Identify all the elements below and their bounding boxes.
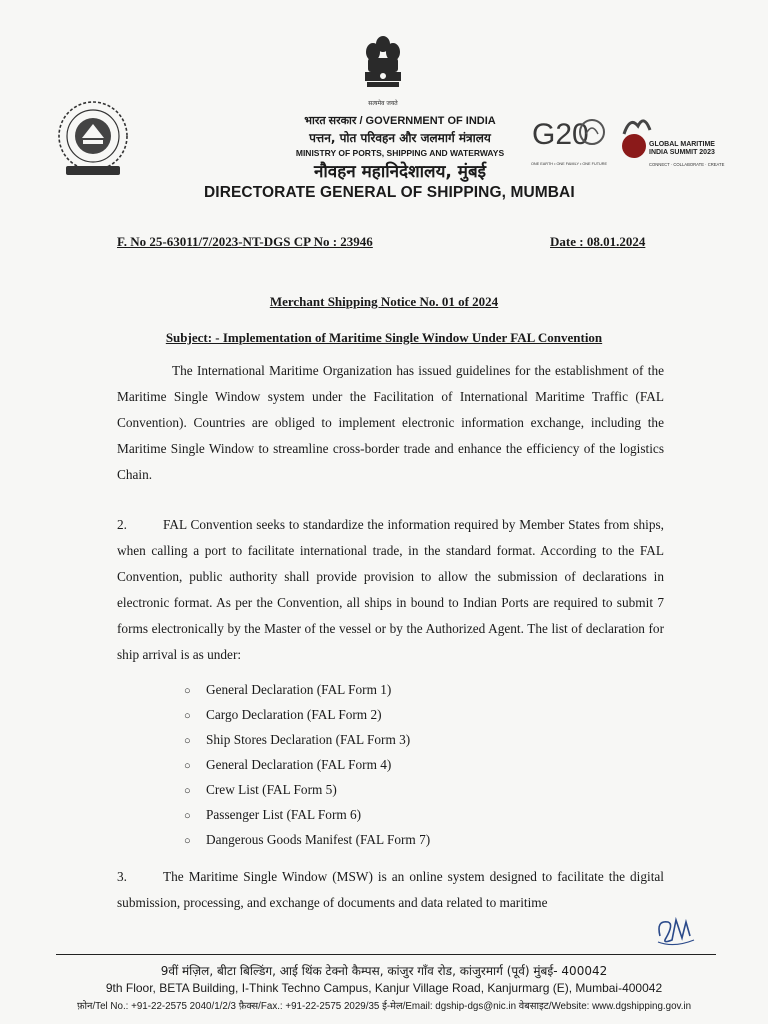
notice-subject: Subject: - Implementation of Maritime Single Window Under FAL Convention (165, 330, 603, 345)
file-reference: F. No 25-63011/7/2023-NT-DGS CP No : 23946 (117, 234, 373, 249)
footer-divider (56, 954, 716, 955)
paragraph-1: The International Maritime Organization has issued guidelines for the establishment of the Maritime Single Window system under the Facilitation of International Maritime Traffic (FAL Convention). Countries are obliged to implement electronic information exchange, including the Maritime Single Window to streamline cross-border trade and enhance the efficiency of the logistics Chain. (117, 363, 664, 482)
list-item: ○ General Declaration (FAL Form 1) (184, 677, 430, 702)
svg-text:सत्यमेव जयते: सत्यमेव जयते (368, 100, 398, 107)
svg-text:ONE EARTH • ONE FAMILY • ONE F: ONE EARTH • ONE FAMILY • ONE FUTURE (530, 162, 608, 166)
list-item: ○ Passenger List (FAL Form 6) (184, 802, 430, 827)
list-item: ○ Cargo Declaration (FAL Form 2) (184, 702, 430, 727)
list-item: ○ Crew List (FAL Form 5) (184, 777, 430, 802)
list-item: ○ General Declaration (FAL Form 4) (184, 752, 430, 777)
footer-contact-line: फ़ोन/Tel No.: +91-22-2575 2040/1/2/3 फ़ैक्स/Fax.: +91-22-2575 2029/35 ई-मेल/Email: dgship-dgs@nic.in वेबसाइट/Website: www.dgshipping.gov.in (76, 1001, 692, 1012)
government-header (230, 113, 530, 182)
paragraph-2 (117, 512, 664, 668)
circle-bullet-icon: ○ (184, 685, 191, 697)
circle-bullet-icon: ○ (184, 710, 191, 722)
dg-hindi-label: नौवहन महानिदेशालय, मुंबई (313, 162, 487, 182)
circle-bullet-icon: ○ (184, 760, 191, 772)
footer-address-hindi: 9वीं मंज़िल, बीटा बिल्डिंग, आई थिंक टेक्नो कैम्पस, कांजुर गाँव रोड, कांजुरमार्ग (पूर्व) मुंबई- 400042 (160, 964, 608, 978)
svg-text:G20: G20 (532, 118, 589, 151)
paragraph-2-text: FAL Convention seeks to standardize the information required by Member States from ships, when calling a port to facilitate international trade, in the standard format. According to the FAL Convention, public authority shall provide provision to allow the submission of declarations in electronic format. As per the Convention, all ships in bound to Indian Ports are required to submit 7 forms electronically by the Master of the vessel or by the Authorized Agent. The list of declaration for ship arrival is as under: (117, 517, 664, 662)
initials-signature-icon (654, 912, 702, 948)
svg-text:GLOBAL MARITIME: GLOBAL MARITIME (649, 141, 715, 148)
notice-title: Merchant Shipping Notice No. 01 of 2024 (269, 294, 499, 309)
notice-date: Date : 08.01.2024 (550, 234, 646, 249)
paragraph-3-text: The Maritime Single Window (MSW) is an online system designed to facilitate the digital submission, processing, and exchange of documents and data related to maritime (117, 869, 664, 910)
svg-text:INDIA SUMMIT 2023: INDIA SUMMIT 2023 (649, 149, 715, 156)
gmis-logo-icon (616, 112, 725, 170)
list-item: ○ Dangerous Goods Manifest (FAL Form 7) (184, 827, 430, 852)
government-of-india-label: भारत सरकार / GOVERNMENT OF INDIA (304, 115, 496, 127)
ministry-english-label: MINISTRY OF PORTS, SHIPPING AND WATERWAYS (295, 148, 505, 158)
paragraph-3 (117, 864, 664, 916)
list-item: ○ Ship Stores Declaration (FAL Form 3) (184, 727, 430, 752)
ministry-hindi-label: पत्तन, पोत परिवहन और जलमार्ग मंत्रालय (309, 131, 491, 145)
paragraph-number: 2. (117, 517, 127, 532)
circle-bullet-icon: ○ (184, 810, 191, 822)
dgs-seal-icon (52, 98, 134, 180)
paragraph-number: 3. (117, 869, 127, 884)
national-emblem-icon (358, 32, 408, 110)
fal-forms-list (184, 677, 430, 852)
circle-bullet-icon: ○ (184, 735, 191, 747)
svg-text:CONNECT · COLLABORATE · CREATE: CONNECT · COLLABORATE · CREATE (649, 162, 725, 167)
circle-bullet-icon: ○ (184, 835, 191, 847)
g20-logo-icon (528, 110, 610, 168)
footer-address-english: 9th Floor, BETA Building, I-Think Techno Campus, Kanjur Village Road, Kanjurmarg (E), Mumbai-400042 (105, 981, 663, 995)
directorate-title: DIRECTORATE GENERAL OF SHIPPING, MUMBAI (204, 184, 575, 201)
circle-bullet-icon: ○ (184, 785, 191, 797)
